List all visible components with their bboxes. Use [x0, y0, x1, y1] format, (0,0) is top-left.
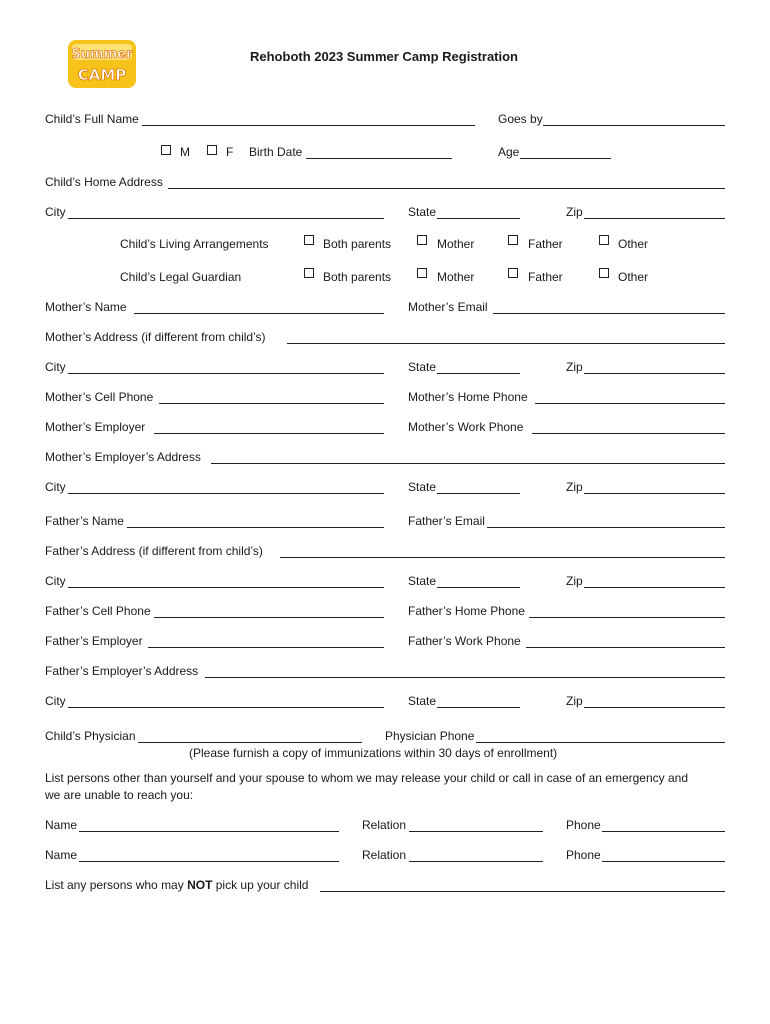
fathers-address-label: Father’s Address (if different from child’s) — [45, 544, 263, 558]
birth-date-field[interactable] — [306, 158, 452, 159]
contact-1-phone-field[interactable] — [602, 831, 725, 832]
child-home-address-label: Child’s Home Address — [45, 175, 163, 189]
mothers-zip-field[interactable] — [584, 373, 725, 374]
contact-1-name-field[interactable] — [79, 831, 339, 832]
fathers-email-field[interactable] — [487, 527, 725, 528]
fathers-name-label: Father’s Name — [45, 514, 124, 528]
living-father-label: Father — [528, 237, 563, 251]
childs-physician-label: Child’s Physician — [45, 729, 136, 743]
mothers-city-label: City — [45, 360, 66, 374]
living-father-checkbox[interactable] — [508, 235, 518, 245]
mothers-zip-label: Zip — [566, 360, 583, 374]
mothers-cell-label: Mother’s Cell Phone — [45, 390, 154, 404]
svg-text:Summer: Summer — [71, 47, 133, 62]
fathers-state-field[interactable] — [437, 587, 520, 588]
child-zip-field[interactable] — [584, 218, 725, 219]
physician-phone-label: Physician Phone — [385, 729, 475, 743]
fathers-state-label: State — [408, 574, 437, 588]
contact-1-relation-field[interactable] — [409, 831, 543, 832]
contact-2-relation-field[interactable] — [409, 861, 543, 862]
child-state-label: State — [408, 205, 437, 219]
fathers-home-label: Father’s Home Phone — [408, 604, 525, 618]
child-full-name-field[interactable] — [142, 125, 475, 126]
mothers-city-field[interactable] — [68, 373, 384, 374]
child-city-label: City — [45, 205, 66, 219]
living-mother-checkbox[interactable] — [417, 235, 427, 245]
guardian-both-parents-checkbox[interactable] — [304, 268, 314, 278]
contact-1-name-label: Name — [45, 818, 78, 832]
fathers-work-label: Father’s Work Phone — [408, 634, 521, 648]
fathers-name-field[interactable] — [127, 527, 384, 528]
living-arrangements-label: Child’s Living Arrangements — [120, 237, 269, 251]
goes-by-field[interactable] — [543, 125, 725, 126]
mothers-employer-city-label: City — [45, 480, 66, 494]
male-label: M — [180, 145, 190, 159]
mothers-email-field[interactable] — [493, 313, 725, 314]
living-mother-label: Mother — [437, 237, 475, 251]
male-checkbox[interactable] — [161, 145, 171, 155]
contact-2-relation-label: Relation — [362, 848, 407, 862]
fathers-employer-state-label: State — [408, 694, 437, 708]
mothers-work-field[interactable] — [532, 433, 725, 434]
legal-guardian-label: Child’s Legal Guardian — [120, 270, 242, 284]
not-pickup-bold: NOT — [187, 878, 213, 892]
emergency-note-line-1: List persons other than yourself and your spouse to whom we may release your child or call in case of an emergency and — [45, 771, 689, 785]
living-both-parents-label: Both parents — [323, 237, 392, 251]
contact-2-phone-label: Phone — [566, 848, 601, 862]
mothers-email-label: Mother’s Email — [408, 300, 488, 314]
guardian-mother-label: Mother — [437, 270, 475, 284]
mothers-address-field[interactable] — [287, 343, 725, 344]
mothers-employer-state-field[interactable] — [437, 493, 520, 494]
fathers-employer-city-field[interactable] — [68, 707, 384, 708]
mothers-address-label: Mother’s Address (if different from child’s) — [45, 330, 266, 344]
fathers-employer-label: Father’s Employer — [45, 634, 143, 648]
mothers-state-label: State — [408, 360, 437, 374]
living-both-parents-checkbox[interactable] — [304, 235, 314, 245]
mothers-work-label: Mother’s Work Phone — [408, 420, 524, 434]
mothers-home-label: Mother’s Home Phone — [408, 390, 528, 404]
mothers-employer-address-field[interactable] — [211, 463, 725, 464]
emergency-note-line-2: we are unable to reach you: — [45, 788, 194, 802]
child-home-address-field[interactable] — [168, 188, 725, 189]
mothers-cell-field[interactable] — [159, 403, 384, 404]
fathers-cell-label: Father’s Cell Phone — [45, 604, 151, 618]
guardian-father-label: Father — [528, 270, 563, 284]
child-full-name-label: Child’s Full Name — [45, 112, 139, 126]
fathers-address-field[interactable] — [280, 557, 725, 558]
child-zip-label: Zip — [566, 205, 583, 219]
physician-phone-field[interactable] — [476, 742, 725, 743]
mothers-state-field[interactable] — [437, 373, 520, 374]
female-label: F — [226, 145, 234, 159]
living-other-checkbox[interactable] — [599, 235, 609, 245]
mothers-name-field[interactable] — [134, 313, 384, 314]
child-state-field[interactable] — [437, 218, 520, 219]
fathers-home-field[interactable] — [529, 617, 725, 618]
contact-2-phone-field[interactable] — [602, 861, 725, 862]
fathers-employer-address-label: Father’s Employer’s Address — [45, 664, 199, 678]
child-city-field[interactable] — [68, 218, 384, 219]
living-other-label: Other — [618, 237, 649, 251]
fathers-zip-label: Zip — [566, 574, 583, 588]
fathers-city-label: City — [45, 574, 66, 588]
guardian-mother-checkbox[interactable] — [417, 268, 427, 278]
guardian-father-checkbox[interactable] — [508, 268, 518, 278]
fathers-email-label: Father’s Email — [408, 514, 485, 528]
goes-by-label: Goes by — [498, 112, 543, 126]
fathers-employer-city-label: City — [45, 694, 66, 708]
fathers-employer-state-field[interactable] — [437, 707, 520, 708]
contact-1-phone-label: Phone — [566, 818, 601, 832]
mothers-home-field[interactable] — [535, 403, 725, 404]
mothers-employer-zip-field[interactable] — [584, 493, 725, 494]
mothers-name-label: Mother’s Name — [45, 300, 127, 314]
mothers-employer-city-field[interactable] — [68, 493, 384, 494]
childs-physician-field[interactable] — [138, 742, 362, 743]
form-title: Rehoboth 2023 Summer Camp Registration — [250, 49, 518, 64]
not-pickup-field[interactable] — [320, 891, 725, 892]
age-label: Age — [498, 145, 520, 159]
fathers-city-field[interactable] — [68, 587, 384, 588]
age-field[interactable] — [520, 158, 611, 159]
not-pickup-label — [45, 878, 308, 892]
contact-1-relation-label: Relation — [362, 818, 407, 832]
fathers-work-field[interactable] — [526, 647, 725, 648]
mothers-employer-zip-label: Zip — [566, 480, 583, 494]
mothers-employer-address-label: Mother’s Employer’s Address — [45, 450, 201, 464]
guardian-other-label: Other — [618, 270, 649, 284]
mothers-employer-field[interactable] — [154, 433, 384, 434]
birth-date-label: Birth Date — [249, 145, 303, 159]
guardian-both-parents-label: Both parents — [323, 270, 392, 284]
summer-camp-logo — [64, 38, 140, 90]
female-checkbox[interactable] — [207, 145, 217, 155]
fathers-cell-field[interactable] — [154, 617, 384, 618]
not-pickup-suffix: pick up your child — [212, 878, 309, 892]
mothers-employer-state-label: State — [408, 480, 437, 494]
fathers-employer-field[interactable] — [148, 647, 384, 648]
fathers-employer-address-field[interactable] — [205, 677, 725, 678]
svg-text:CAMP: CAMP — [77, 66, 127, 84]
fathers-zip-field[interactable] — [584, 587, 725, 588]
mothers-employer-label: Mother’s Employer — [45, 420, 146, 434]
fathers-employer-zip-field[interactable] — [584, 707, 725, 708]
contact-2-name-label: Name — [45, 848, 78, 862]
not-pickup-prefix: List any persons who may — [45, 878, 188, 892]
contact-2-name-field[interactable] — [79, 861, 339, 862]
fathers-employer-zip-label: Zip — [566, 694, 583, 708]
immunization-note: (Please furnish a copy of immunizations within 30 days of enrollment) — [189, 746, 558, 760]
guardian-other-checkbox[interactable] — [599, 268, 609, 278]
